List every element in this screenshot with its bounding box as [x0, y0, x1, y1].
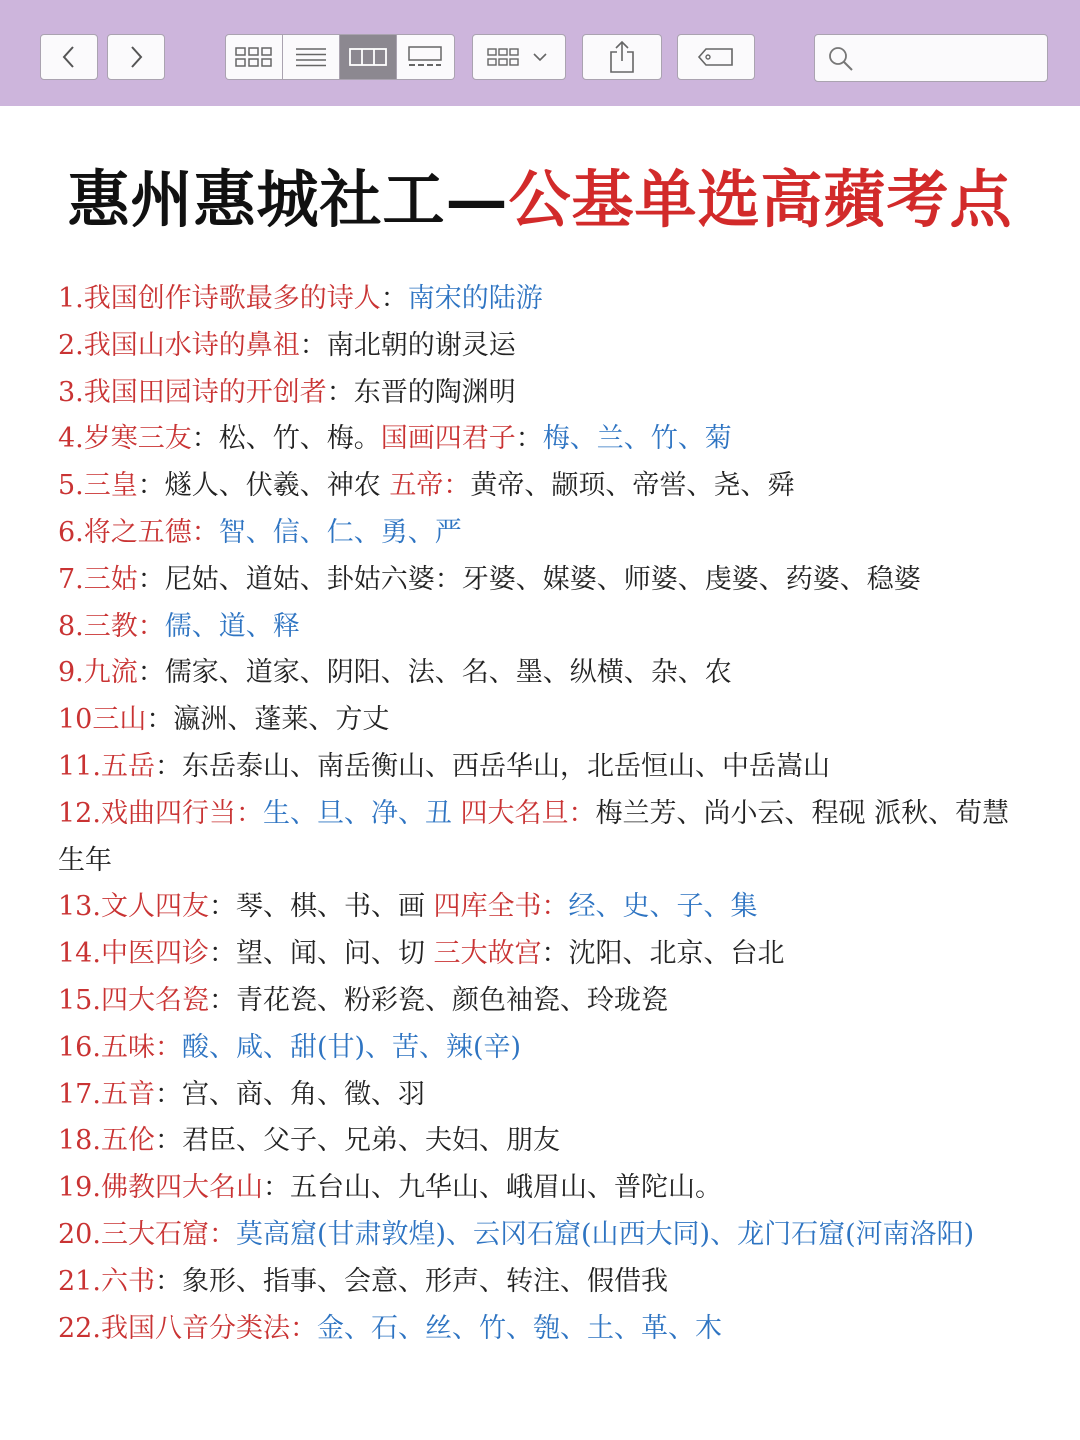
- list-item: [58, 604, 1028, 651]
- item-answer-highlight: 儒、道、释: [164, 610, 300, 642]
- item-text: ：瀛洲、蓬莱、方丈: [146, 704, 390, 736]
- item-answer-highlight: 金、石、丝、竹、匏、土、革、木: [316, 1312, 722, 1344]
- item-heading: 3.我国田园诗的开创者: [58, 376, 327, 408]
- list-item: [58, 978, 1028, 1025]
- item-text: ：尼姑、道姑、卦姑六婆：牙婆、媒婆、师婆、虔婆、药婆、稳婆: [137, 563, 921, 595]
- list-item: [58, 1259, 1028, 1306]
- search-icon: [827, 45, 855, 73]
- list-item: [58, 744, 1028, 791]
- item-heading: 15.四大名瓷: [58, 984, 209, 1016]
- item-heading: 13.文人四友: [58, 891, 209, 923]
- item-heading: 21.六书: [58, 1265, 155, 1297]
- item-answer-highlight: 生、旦、净、丑: [262, 797, 461, 829]
- item-text: ：五台山、九华山、峨眉山、普陀山。: [262, 1172, 722, 1204]
- forward-button[interactable]: [107, 34, 165, 80]
- item-heading: 9.九流: [58, 657, 138, 689]
- list-item: [58, 1025, 1028, 1072]
- item-text: 梅兰芳、尚小云、程砚 派秋、荀慧生年: [58, 797, 1010, 876]
- back-button[interactable]: [40, 34, 98, 80]
- page-title: [0, 158, 1080, 242]
- list-item: [58, 697, 1028, 744]
- column-view-icon: [348, 46, 388, 68]
- item-heading: 四大名旦：: [460, 797, 596, 829]
- grid-view-icon: [234, 45, 274, 69]
- item-heading: 17.五音: [58, 1078, 155, 1110]
- list-item: [58, 1212, 1028, 1259]
- item-text: ：琴、棋、书、画: [208, 891, 434, 923]
- title-black-part: 惠州惠城社工—: [67, 163, 509, 236]
- item-answer-highlight: 酸、咸、甜(甘)、苦、辣(辛): [181, 1031, 522, 1063]
- item-heading: 14.中医四诊: [58, 938, 209, 970]
- list-item: [58, 370, 1028, 417]
- item-text: ：燧人、伏羲、神农: [137, 470, 390, 502]
- item-heading: 22.我国八音分类法：: [58, 1312, 317, 1344]
- item-heading: 5.三皇: [58, 470, 138, 502]
- item-answer-highlight: 梅、兰、竹、菊: [542, 423, 732, 455]
- item-heading: 6.将之五德：: [58, 516, 219, 548]
- item-heading: 11.五岳: [58, 750, 155, 782]
- list-item: [58, 791, 1028, 885]
- item-answer-highlight: 经、史、子、集: [568, 891, 758, 923]
- share-icon: [607, 40, 637, 74]
- item-heading: 四库全书：: [433, 891, 569, 923]
- item-answer-highlight: 南宋的陆游: [407, 283, 543, 314]
- gallery-view-button[interactable]: [397, 35, 454, 79]
- list-item: [58, 931, 1028, 978]
- item-heading: 19.佛教四大名山: [58, 1172, 263, 1204]
- tag-button[interactable]: [677, 34, 755, 80]
- search-input[interactable]: [863, 41, 1043, 75]
- list-item: [58, 1118, 1028, 1165]
- column-view-button[interactable]: [340, 35, 397, 79]
- item-text: ：松、竹、梅。: [191, 423, 381, 455]
- icon-view-button[interactable]: [226, 35, 283, 79]
- chevron-right-icon: [126, 44, 146, 70]
- tag-icon: [696, 45, 736, 69]
- item-text: ：君臣、父子、兄弟、夫妇、朋友: [154, 1125, 560, 1157]
- item-text: ：青花瓷、粉彩瓷、颜色袖瓷、玲珑瓷: [208, 984, 668, 1016]
- list-view-icon: [294, 46, 328, 68]
- item-text: ：东晋的陶渊明: [326, 376, 516, 408]
- item-text: ：东岳泰山、南岳衡山、西岳华山，北岳恒山、中岳嵩山: [154, 750, 830, 782]
- item-heading: 2.我国山水诗的鼻祖: [58, 329, 300, 361]
- list-item: [58, 1306, 1028, 1353]
- view-mode-segmented-control: [225, 34, 455, 80]
- list-item: [58, 276, 1028, 323]
- group-by-icon: [484, 45, 554, 69]
- item-heading: 10三山: [58, 704, 147, 736]
- item-heading: 16.五味：: [58, 1031, 182, 1063]
- item-heading: 国画四君子: [380, 423, 516, 455]
- item-text: ：沈阳、北京、台北: [541, 938, 785, 970]
- finder-toolbar: [0, 0, 1080, 106]
- list-item: [58, 557, 1028, 604]
- list-item: [58, 323, 1028, 370]
- item-heading: 8.三教：: [58, 610, 165, 642]
- item-text: ：南北朝的谢灵运: [299, 329, 516, 361]
- item-text: ：望、闻、问、切: [208, 938, 434, 970]
- item-text: 黄帝、颛顼、帝喾、尧、舜: [470, 470, 795, 502]
- item-text: ：象形、指事、会意、形声、转注、假借我: [154, 1265, 668, 1297]
- group-by-dropdown[interactable]: [472, 34, 566, 80]
- item-text: ：: [380, 283, 408, 314]
- item-text: ：: [515, 423, 543, 455]
- list-view-button[interactable]: [283, 35, 340, 79]
- list-item: [58, 884, 1028, 931]
- share-button[interactable]: [582, 34, 662, 80]
- item-heading: 7.三姑: [58, 563, 138, 595]
- chevron-left-icon: [59, 44, 79, 70]
- item-heading: 三大故宫: [433, 938, 542, 970]
- list-item: [58, 650, 1028, 697]
- item-answer-highlight: 莫高窟(甘肃敦煌)、云冈石窟(山西大同)、龙门石窟(河南洛阳): [235, 1218, 975, 1250]
- list-item: [58, 463, 1028, 510]
- list-item: [58, 1165, 1028, 1212]
- item-text: ：宫、商、角、徵、羽: [154, 1078, 425, 1110]
- title-red-part: 公基单选高蘋考点: [508, 163, 1013, 236]
- gallery-view-icon: [405, 45, 445, 69]
- search-field[interactable]: [814, 34, 1048, 82]
- item-heading: 4.岁寒三友: [58, 423, 192, 455]
- list-item: [58, 510, 1028, 557]
- knowledge-list: [58, 276, 1028, 1352]
- item-text: ：儒家、道家、阴阳、法、名、墨、纵横、杂、农: [137, 657, 732, 689]
- list-item: [58, 1072, 1028, 1119]
- item-heading: 五帝：: [389, 470, 471, 502]
- item-answer-highlight: 智、信、仁、勇、严: [218, 516, 462, 548]
- item-heading: 20.三大石窟：: [58, 1218, 236, 1250]
- item-heading: 1.我国创作诗歌最多的诗人: [58, 283, 381, 314]
- item-heading: 12.戏曲四行当：: [58, 797, 263, 829]
- item-heading: 18.五伦: [58, 1125, 155, 1157]
- list-item: [58, 416, 1028, 463]
